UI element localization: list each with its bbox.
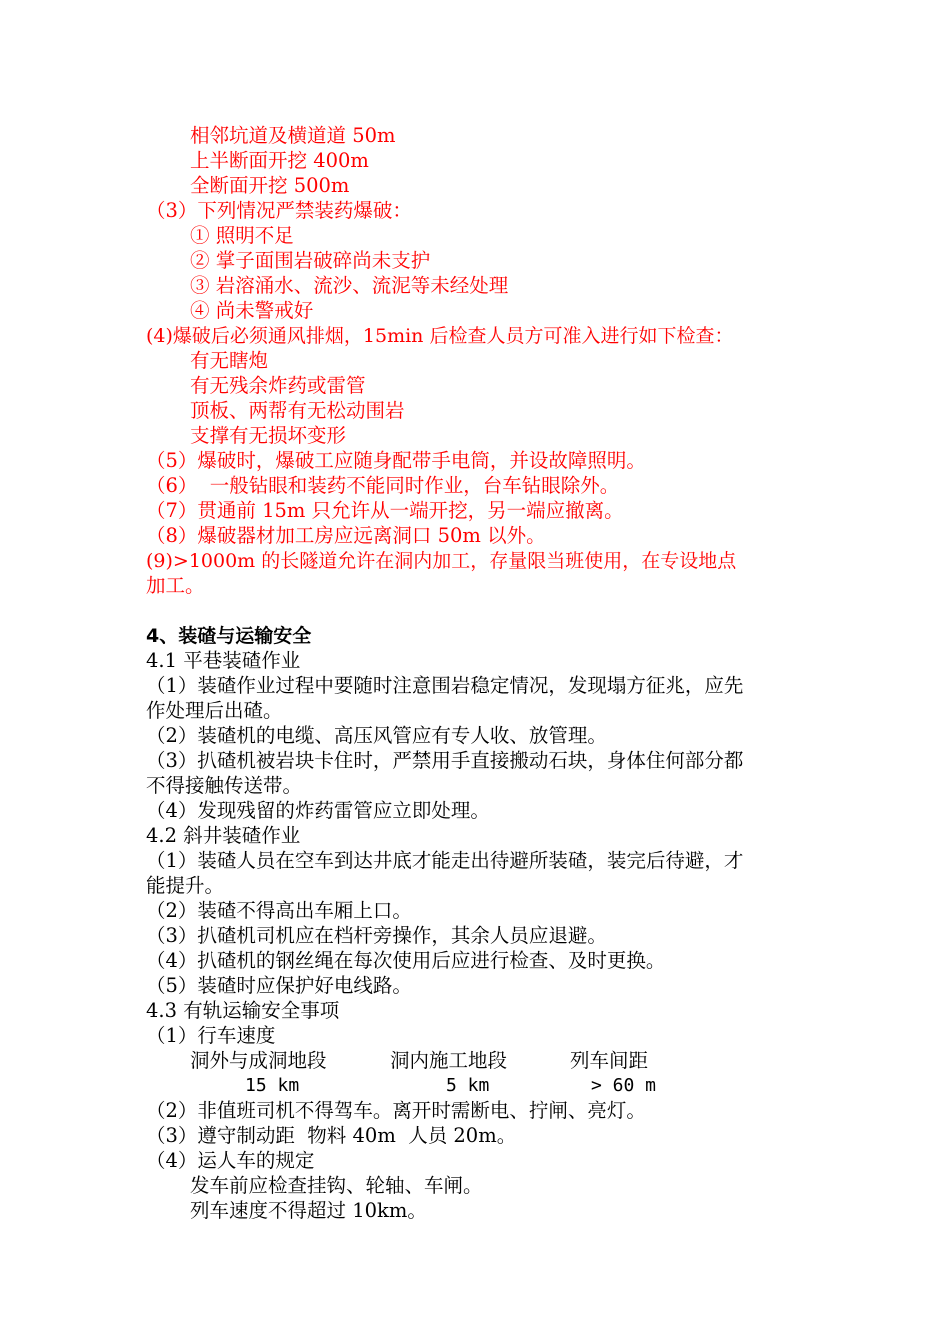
s43-p3: （3）遵守制动距 物料 40m 人员 20m。 <box>146 1124 517 1147</box>
s41-p1-line2: 作处理后出碴。 <box>146 699 283 722</box>
s43-p1: （1）行车速度 <box>146 1024 276 1047</box>
s42-p3: （3）扒碴机司机应在档杆旁操作，其余人员应退避。 <box>146 924 607 947</box>
item7: （7）贯通前 15m 只允许从一端开挖，另一端应撤离。 <box>146 499 624 522</box>
s41-p2: （2）装碴机的电缆、高压风管应有专人收、放管理。 <box>146 724 607 747</box>
item4-entry-2: 有无残余炸药或雷管 <box>190 374 366 397</box>
s43-p4: （4）运人车的规定 <box>146 1149 315 1172</box>
s43-title: 4.3 有轨运输安全事项 <box>146 999 340 1022</box>
speed-header-spacing: 列车间距 <box>570 1049 649 1072</box>
distance-line-3: 全断面开挖 500m <box>190 174 350 197</box>
s43-p4-item-2: 列车速度不得超过 10km。 <box>190 1199 427 1222</box>
s41-p4: （4）发现残留的炸药雷管应立即处理。 <box>146 799 490 822</box>
distance-line-2: 上半断面开挖 400m <box>190 149 369 172</box>
item9-line2: 加工。 <box>146 574 205 597</box>
section-heading: 4、装碴与运输安全 <box>146 625 312 647</box>
s41-p3-line2: 不得接触传送带。 <box>146 774 303 797</box>
item4-entry-3: 顶板、两帮有无松动围岩 <box>190 399 405 422</box>
s41-p3-line1: （3）扒碴机被岩块卡住时，严禁用手直接搬动石块，身体住何部分都 <box>146 749 744 772</box>
s42-p1-line2: 能提升。 <box>146 874 225 897</box>
s41-p1-line1: （1）装碴作业过程中要随时注意围岩稳定情况，发现塌方征兆，应先 <box>146 674 744 697</box>
s42-p4: （4）扒碴机的钢丝绳在每次使用后应进行检查、及时更换。 <box>146 949 666 972</box>
item3-entry-4: ④ 尚未警戒好 <box>190 299 314 322</box>
item3-entry-1: ① 照明不足 <box>190 224 294 247</box>
item9-line1: (9)>1000m 的长隧道允许在洞内加工，存量限当班使用，在专设地点 <box>146 550 737 572</box>
item3-title: （3）下列情况严禁装药爆破： <box>146 199 412 222</box>
s41-title: 4.1 平巷装碴作业 <box>146 649 301 672</box>
s42-title: 4.2 斜井装碴作业 <box>146 824 301 847</box>
item3-entry-3: ③ 岩溶涌水、流沙、流泥等未经处理 <box>190 274 509 297</box>
item8: （8）爆破器材加工房应远离洞口 50m 以外。 <box>146 524 546 547</box>
item4-entry-1: 有无瞎炮 <box>190 349 269 372</box>
speed-value-outside: 15 km <box>245 1075 300 1096</box>
distance-line-1: 相邻坑道及横道道 50m <box>190 124 396 147</box>
item4-title: (4)爆破后必须通风排烟，15min 后检查人员方可准入进行如下检查： <box>146 325 734 347</box>
s43-p4-item-1: 发车前应检查挂钩、轮轴、车闸。 <box>190 1174 483 1197</box>
s42-p1-line1: （1）装碴人员在空车到达井底才能走出待避所装碴，装完后待避，才 <box>146 849 744 872</box>
s42-p2: （2）装碴不得高出车厢上口。 <box>146 899 412 922</box>
speed-value-spacing: > 60 m <box>591 1075 657 1096</box>
speed-header-inside: 洞内施工地段 <box>390 1049 508 1072</box>
s42-p5: （5）装碴时应保护好电线路。 <box>146 974 412 997</box>
speed-header-outside: 洞外与成洞地段 <box>190 1049 327 1072</box>
speed-value-inside: 5 km <box>446 1075 490 1096</box>
item3-entry-2: ② 掌子面围岩破碎尚未支护 <box>190 249 431 272</box>
item4-entry-4: 支撑有无损坏变形 <box>190 424 347 447</box>
item5: （5）爆破时，爆破工应随身配带手电筒，并设故障照明。 <box>146 449 646 472</box>
s43-p2: （2）非值班司机不得驾车。离开时需断电、拧闸、亮灯。 <box>146 1099 646 1122</box>
item6: （6） 一般钻眼和装药不能同时作业，台车钻眼除外。 <box>146 474 620 497</box>
